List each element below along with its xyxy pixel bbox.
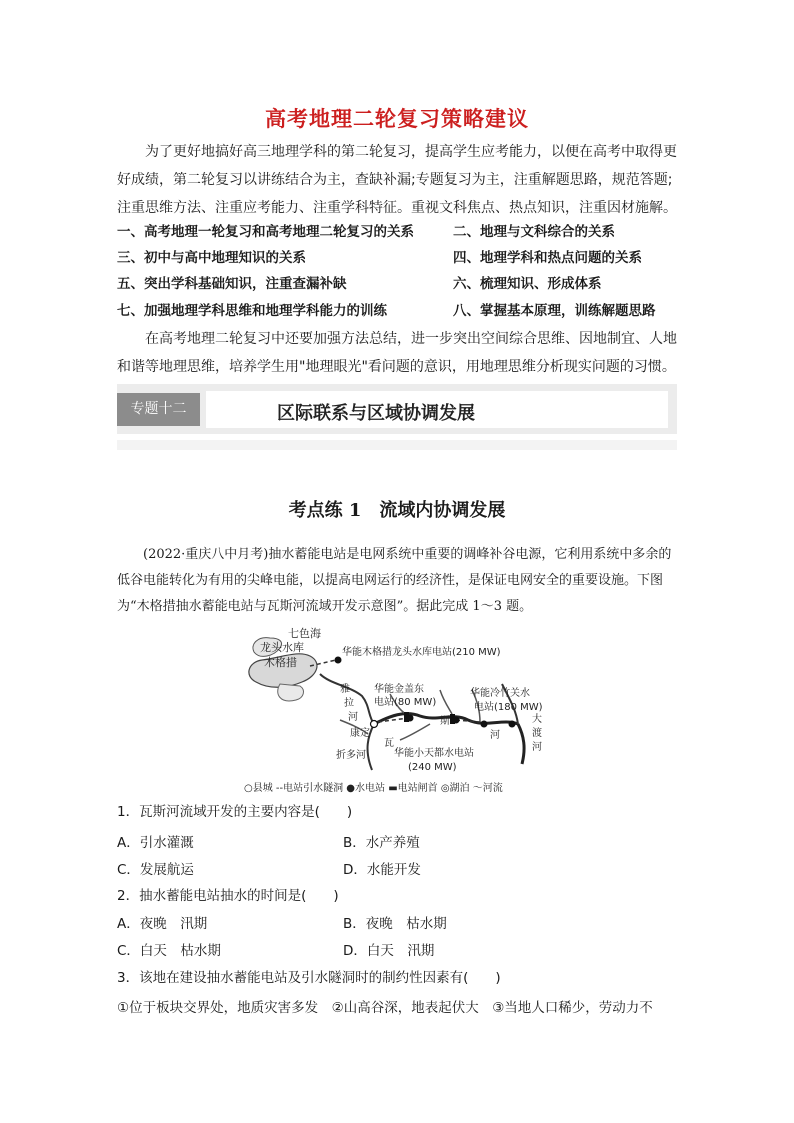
map-label: 拉	[344, 698, 354, 709]
map-label: 折多河	[336, 750, 366, 761]
banner-divider	[117, 440, 677, 450]
map-label: 电站(180 MW)	[474, 702, 543, 713]
question-intro: (2022·重庆八中月考)抽水蓄能电站是电网系统中重要的调峰补谷电源，它利用系统中多余的低谷电能转化为有用的尖峰电能，以提高电网运行的经济性，是保证电网安全的重要设施。下图为“木格措抽水蓄能电站与瓦斯河流域开发示意图”。据此完成 1～3 题。	[117, 547, 672, 614]
map-label: 木格措	[264, 656, 297, 669]
topic-item: 八、掌握基本原理，训练解题思路	[453, 303, 656, 319]
map-label: 华能木格措龙头水库电站(210 MW)	[342, 647, 501, 658]
map-label: 渡	[532, 728, 542, 739]
map-label: 华能金盖东	[374, 684, 424, 695]
section-title: 考点练 1 流域内协调发展	[288, 500, 506, 521]
topic-item: 一、高考地理一轮复习和高考地理二轮复习的关系	[117, 224, 414, 240]
topic-item: 七、加强地理学科思维和地理学科能力的训练	[117, 303, 387, 319]
map-label: 大	[532, 714, 542, 725]
map-legend: ○县城 --电站引水隧洞 ●水电站 ▬电站闸首 ◎湖泊 〜河流	[244, 783, 503, 794]
map-label: 龙头水库	[260, 641, 304, 654]
closing-paragraph: 在高考地理二轮复习中还要加强方法总结，进一步突出空间综合思维、因地制宜、人地和谐等地理思维，培养学生用"地理眼光"看问题的意识，用地理思维分析现实问题的习惯。	[117, 331, 677, 375]
river-line	[400, 724, 430, 740]
question-1-option-d[interactable]: D．水能开发	[343, 862, 421, 878]
sluice-gate-icon	[450, 714, 455, 724]
county-town-icon	[371, 721, 378, 728]
river-dadu	[518, 724, 524, 764]
question-1-option-a[interactable]: A．引水灌溉	[117, 835, 194, 851]
map-label: 华能小天都水电站	[394, 748, 474, 759]
question-2-stem: 2．抽水蓄能电站抽水的时间是( )	[117, 888, 339, 904]
map-label: (240 MW)	[408, 762, 457, 773]
topic-item: 二、地理与文科综合的关系	[453, 224, 615, 240]
question-2-option-d[interactable]: D．白天 汛期	[343, 943, 435, 959]
power-station-icon	[509, 721, 516, 728]
map-label: 河	[490, 730, 500, 741]
lake-icon	[278, 684, 304, 701]
topic-item: 四、地理学科和热点问题的关系	[453, 250, 642, 266]
map-label: 七色海	[288, 627, 321, 640]
banner-tag: 专题十二	[117, 393, 200, 426]
banner-heading: 区际联系与区域协调发展	[277, 403, 475, 424]
map-label: 华能冷竹关水	[470, 688, 530, 699]
question-2-option-c[interactable]: C．白天 枯水期	[117, 943, 221, 959]
topic-item: 三、初中与高中地理知识的关系	[117, 250, 306, 266]
question-2-option-a[interactable]: A．夜晚 汛期	[117, 916, 208, 932]
map-label: 康定	[350, 728, 370, 739]
question-1-option-c[interactable]: C．发展航运	[117, 862, 194, 878]
river-basin-map	[240, 624, 560, 796]
map-label: 斯	[440, 716, 450, 727]
intro-paragraph: 为了更好地搞好高三地理学科的第二轮复习，提高学生应考能力，以便在高考中取得更好成绩，第二轮复习以讲练结合为主，查缺补漏;专题复习为主，注重解题思路，规范答题;注重思维方法、注重应考能力、注重学科特征。重视文科焦点、热点知识，注重因材施解。	[117, 144, 677, 216]
topic-banner	[117, 384, 677, 450]
question-3-stem: 3．该地在建设抽水蓄能电站及引水隧洞时的制约性因素有( )	[117, 970, 501, 986]
sluice-gate-icon	[404, 712, 409, 722]
topic-item: 六、梳理知识、形成体系	[453, 276, 602, 292]
power-station-icon	[335, 657, 342, 664]
topic-item: 五、突出学科基础知识，注重查漏补缺	[117, 276, 347, 292]
question-3-options: ①位于板块交界处，地质灾害多发 ②山高谷深，地表起伏大 ③当地人口稀少，劳动力不	[117, 1000, 653, 1016]
map-label: 河	[532, 742, 542, 753]
question-1-stem: 1．瓦斯河流域开发的主要内容是( )	[117, 804, 353, 820]
question-2-option-b[interactable]: B．夜晚 枯水期	[343, 916, 447, 932]
map-label: 瓦	[384, 738, 394, 749]
question-1-option-b[interactable]: B．水产养殖	[343, 835, 420, 851]
map-label: 雅	[340, 684, 350, 695]
map-label: 河	[348, 712, 358, 723]
map-label: 电站(80 MW)	[374, 697, 437, 708]
page-title: 高考地理二轮复习策略建议	[265, 107, 529, 131]
power-station-icon	[481, 721, 488, 728]
river-line	[440, 690, 452, 714]
